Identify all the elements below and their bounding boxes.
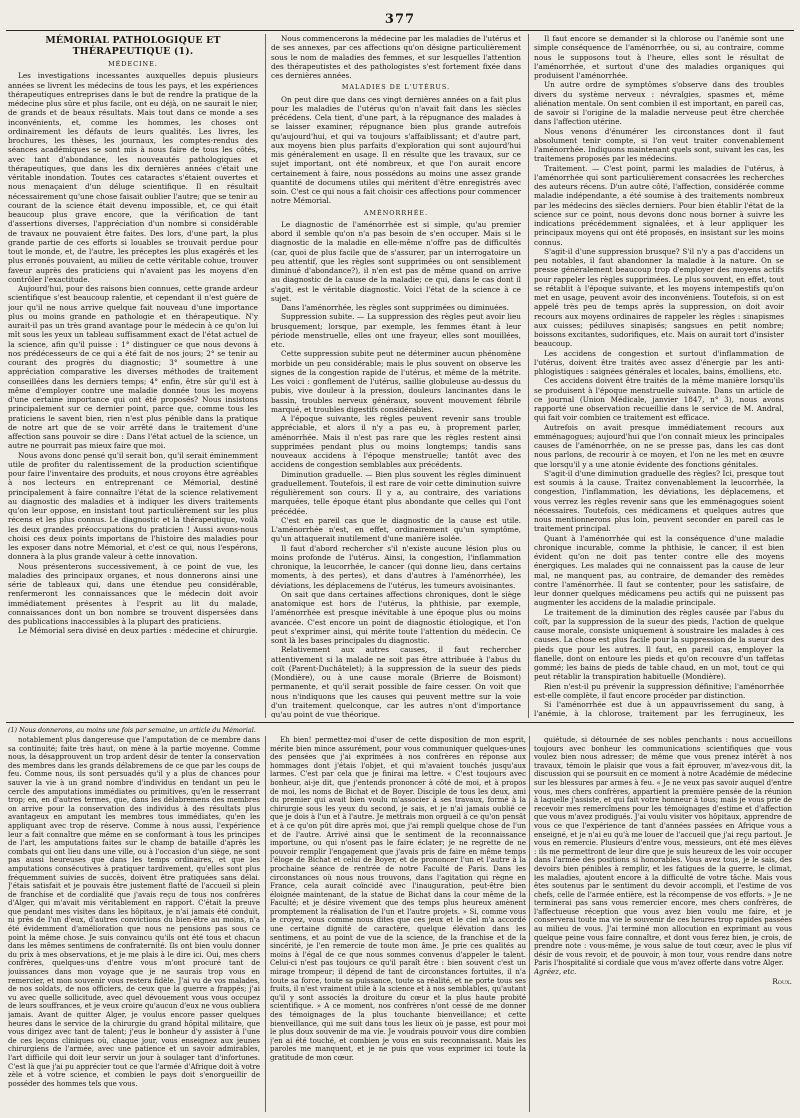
subheading: MALADIES DE L'UTÉRUS. <box>341 83 451 92</box>
page-number: 377 <box>384 12 416 27</box>
paragraph: Les investigations incessantes auxquelles depuis plusieurs années se livrent les médecins de tous les pays, et les expériences thérapeutiques entreprises dans le but de rendre la pratique de la médecine plus sûre et plus facile, ont eu déjà, on ne saurait le nier, de grands et de beaux résultats. Mais tout dans ce monde a ses inconvénients, et, comme les hommes, les choses ont ordinairement les défauts de leurs qualités. Les livres, les brochures, les thèses, les journaux, les comptes-rendus des séances académiques se sont mis à nous faire de tous les côtés, avec tant d'abondance, les nouveautés pathologiques et thérapeutiques, que dans les dix dernières années c'était une véritable inondation. Toutes ces cataractes s'étaient ouvertes et nous menaçaient d'un déluge scientifique. Il en résultait nécessairement qu'une chose faisait oublier l'autre; que se tenir au courant de la science était devenu impossible, et, ce qui était beaucoup plus grave encore, que la vérification de tant d'assertions diverses, l'appréciation d'un nombre si considérable de travaux ne pouvaient être faites. Des lors, d'une part, la plus grande partie de ces efforts si louables se trouvait perdue pour tout le monde, et, de l'autre, les préceptes les plus exagérés et les plus erronés pouvaient, au milieu de cette véritable cohue, trouver faveur auprès des praticiens qui n'avaient pas les moyens d'en contrôler l'exactitude. <box>8 71 258 284</box>
section-rule <box>6 722 794 723</box>
paragraph: Le diagnostic de l'aménorrhée est si simple, qu'au premier abord il semble qu'on n'a pas besoin de s'en occuper. Mais si le diagnostic de la maladie en elle-même n'offre pas de difficultés (car, quoi de plus facile que de s'assurer, par un interrogatoire un peu attentif, que les règles sont supprimées ou ont sensiblement diminué d'abondance?), il n'en est pas de même quand on arrive au diagnostic de la cause de la maladie; ce qui, dans le cas dont il s'agit, est le véritable diagnostic. Voici l'état de la science à ce sujet. <box>271 219 521 303</box>
paragraph: notablement plus dangereuse que l'amputation de ce membre dans sa continuité; faite très haut, on mène à la partie moyenne. Comme nous, la désapprouvent un trop ardent désir de tenter la conservation des membres dans les grands délabremens de ce que par les coups de feu. Comme nous, ils sont persuadés qu'il y a plus de chances pour sauver la vie à un grand nombre d'individus en tendant un peu le cercle des amputations immédiates ou primitives, qu'en le resserrant trop; en, en d'autres termes, que, dans les délabremens des membres on arrive pour la conservation des individus à des résultats plus avantageux en amputant les membres tous immédiates, qu'en les appliquant avec trop de réserve. Comme à nous aussi, l'expérience leur a fait connaître que même en se conformant à tous les principes de l'art, les amputations faites sur le champ de bataille d'après les combats qui ont lieu dans une ville, ou à l'occasion d'un siège, ne sont pas aussi heureuses que dans les temps ordinaires, et que les amputations consécutives à pratiquer tardivement, qu'elles sont plus fréquemment suivies de succès, doivent être pratiquées sans délai. J'étais satisfait et je pouvais être justement flatté de l'accueil si plein de franchise et de cordialité que j'avais reçu de tous nos confrères d'Alger, qui m'avait mis véritablement en rapport. C'était la preuve que pendant mes visites dans les hôpitaux, je n'ai jamais été conduit, ni près de l'un d'eux, d'autres convictions du bien-être au moins, n'a été évidemment d'amélioration que nous ne pensions pas sous ce point la même chose. Je suis convaincu qu'ils ont été tous et chacun dans les mêmes sentimens de confraternité. Ils ont bien voulu donner du prix à mes observations, et je me plais à le dire ici. Oui, mes chers confrères, quelques-uns d'entre vous m'ont procuré tant de jouissances dans mon voyage que je ne saurais trop vous en remercier, et mon souvenir vous restera fidèle. J'ai vu de vos malades, de nos soldats, de nos officiers, de ceux que la guerre a frappés; j'ai vu avec quelle sollicitude, avec quel dévouement vous vous occupez de leurs souffrances, et je veux croire qu'aucun d'eux ne vous oubliera jamais. Avant de quitter Alger, je voulus encore passer quelques heures dans le service de la chirurgie du grand hôpital militaire, que vous dirigez avec tant de talent; j'eus le bonheur d'y assister à l'une de ces leçons cliniques où, chaque jour, vous enseignez aux jeunes chirurgiens de l'armée, avec une patience et un savoir admirables, l'art difficile qui doit leur servir un jour à soulager tant d'infortunes. C'est là que j'ai pu apprécier tout ce que l'armée d'Afrique doit à votre zèle et à votre science, et combien le pays doit s'enorgueillir de posséder des hommes tels que vous. <box>8 736 260 1088</box>
paragraph: On sait que dans certaines affections chroniques, dont le siège anatomique est hors de l'utérus, la phthisie, par exemple, l'aménorrhée est presque inévitable à une époque plus ou moins avancée. C'est encore un point de diagnostic étiologique, et l'on peut s'exprimer ainsi, qui mérite toute l'attention du médecin. Ce sont là les bases principales du diagnostic. <box>271 589 521 645</box>
column-divider <box>528 34 529 718</box>
paragraph: Traitement. — C'est point, parmi les maladies de l'utérus, à l'aménorrhée qui sont particulièrement consacrées les recherches des auteurs récens. D'un autre côté, l'affection, considérée comme maladie indépendante, a été soumise à des traitements nombreux par les médecins des siècles derniers. Pour bien établir l'état de la science sur ce point, nous devons donc nous borner à suivre les indications précédemment signalées, et à leur appliquer les principaux moyens qui ont été proposés, en insistant sur les moins connus. <box>534 163 784 247</box>
paragraph: On peut dire que dans ces vingt dernières années on a fait plus pour les maladies de l'utérus qu'on n'avait fait dans les siècles précédens. Cela tient, d'une part, à la répugnance des malades à se laisser examiner, répugnance bien plus grande autrefois qu'aujourd'hui, et qui va toujours s'affaiblissant; et d'autre part, aux moyens bien plus parfaits d'exploration qui sont aujourd'hui mis généralement en usage. Il en résulte que les travaux, sur ce sujet important, ont été nombreux, et que l'on aurait encore certainement à faire, nous possédons au moins une assez grande quantité de documens utiles qui méritent d'être enregistrés avec soin. C'est ce qui nous a fait choisir ces affections pour commencer notre Mémorial. <box>271 94 521 206</box>
paragraph: Relativement aux autres causes, il faut rechercher attentivement si la malade ne soit pas être attribuée à l'abus du coït (Parent-Duchâtelet); à la suppression de la sueur des pieds (Mondière), ou à une cause morale (Brierre de Boismont) permanente, et qu'il serait possible de faire cesser. On voit que nous n'indiquons que les causes qui peuvent mettre sur la voie d'un traitement quelconque, car les autres n'ont d'importance qu'au point de vue théorique. <box>271 645 521 718</box>
column-divider <box>265 736 266 1112</box>
closing-line: Agréez, etc. <box>534 968 577 977</box>
paragraph: quiétude, si détournée de ses nobles penchants : nous accueillons toujours avec bonheur les communications scientifiques que vous voulez bien nous adresser; de même que vous prenez intérêt à nos travaux, témoin le plaisir que vous a fait éprouver, m'avez-vous dit, la discussion qui se poursuit en ce moment à notre Académie de médecine sur les blessures par armes à feu. « Je ne veux pas savoir auquel d'entre vous, mes chers confrères, appartient la première pensée de la réunion à laquelle j'assiste, et qui fait votre honneur à tous; mais je vous prie de recevoir mes remercîmens pour les témoignages d'estime et d'affection que vous m'avez prodigués. J'ai voulu visiter vos hôpitaux, apprendre de vous ce que l'expérience de tant d'années passées en Afrique vous a enseigné, et je n'ai eu qu'à me louer de l'accueil que j'ai reçu partout. Je vous en remercie. Plusieurs d'entre vous, messieurs, ont été mes élèves : ils me permettront de leur dire que je suis heureux de les voir occuper dans l'armée des positions si honorables. Vous avez tous, je le sais, des devoirs bien pénibles à remplir, et les fatigues de la guerre, le climat, les maladies, ajoutent encore à la difficulté de votre tâche. Mais vous êtes soutenus par le sentiment du devoir accompli, et l'estime de vos chefs, celle de l'armée entière, est la récompense de vos efforts. » Je ne terminerai pas sans vous remercier encore, mes chers confrères, de l'affectueuse réception que vous avez bien voulu me faire, et je conserverai toute ma vie le souvenir de ces heures trop rapides passées au milieu de vous. J'ai terminé mon allocution en exprimant au vous quelque peine vous faire connaître, et dont vous ferez bien, je crois, de prendre note : vous-même, je vous salue de tout cœur, avec le plus vif désir de vous revoir, et de pouvoir, à mon tour, vous rendre dans notre Paris l'hospitalité si cordiale que vous m'avez offerte dans votre Alger. <box>534 736 792 968</box>
paragraph: S'agit-il d'une diminution graduelle des règles? Ici, presque tout est soumis à la cause. Traitez convenablement la leucorrhée, la congestion, l'inflammation, les déviations, les déplacemens, et vous verrez les règles revenir sans que les emménagogues soient nécessaires. Toutefois, ces médicamens et quelques autres que nous mentionnerons plus loin, peuvent seconder en pareil cas le traitement principal. <box>534 468 784 534</box>
footnote: (1) Nous donnerons, au moins une fois par semaine, un article du Mémorial. <box>8 726 256 734</box>
signature: Roux. <box>772 976 792 986</box>
article-column-2 <box>271 34 521 718</box>
paragraph: Dans l'aménorrhée, les règles sont supprimées ou diminuées. <box>281 303 509 312</box>
paragraph: Diminution graduelle. — Bien plus souvent les règles diminuent graduellement. Toutefois, il est rare de voir cette diminution suivre régulièrement son cours. Il y a, au contraire, des variations marquées, telle époque étant plus abondante que celles qui l'ont précédée. <box>271 469 521 516</box>
subheading: AMÉNORRHÉE. <box>363 208 429 217</box>
paragraph: Le Mémorial sera divisé en deux parties : médecine et chirurgie. <box>18 626 258 636</box>
feuilleton-column-1 <box>8 736 260 1112</box>
paragraph: Cette suppression subite peut ne déterminer aucun phénomène morbide un peu considérable; mais le plus souvent on observe les signes de la congestion rapide de l'utérus, et même de la métrite. Les voici : gonflement de l'utérus, saillie globuleuse au-dessus du pubis, vive douleur à la pression, douleurs lancinantes dans le bassin, troubles nerveux généraux, souvent mouvement fébrile marqué, et troubles digestifs considérables. <box>271 349 521 414</box>
article-column-1 <box>8 34 258 718</box>
paragraph: Autrefois on avait presque immédiatement recours aux emménagogues; aujourd'hui que l'on connaît mieux les principales causes de l'aménorrhée, on ne se presse pas, dans les cas dont nous parlons, de recourir à ce moyen, et l'on ne les met en œuvre que lorsqu'il y a une atonie évidente des fonctions génitales. <box>534 422 784 469</box>
column-divider <box>529 736 530 1112</box>
paragraph: Eh bien! permettez-moi d'user de cette disposition de mon esprit, mérite bien mince assurément, pour vous communiquer quelques-unes des pensées que j'ai exprimées à nos confrères en réponse aux hommages dont j'étais l'objet, et qui m'avaient touchés jusqu'aux larmes. C'est par cela que je finirai ma lettre. « C'est toujours avec bonheur, ai-je dit, que j'entends prononcer à côté de moi, et à propos de moi, les noms de Bichat et de Boyer. Disciple de tous les deux, ami du premier qui avait bien voulu m'associer à ses travaux, formé à la chirurgie sous les yeux du second, je sais, et je n'ai jamais oublié ce que je dois à l'un et à l'autre. Je mettrais mon orgueil à ce qu'on pensât et à ce qu'on pût dire après moi, que j'ai rempli quelque chose de l'un et de l'autre. Arrivé ainsi que le sentiment de la reconnaissance importune, ou qui n'osent pas le faire éclater; je ne regrette de ne pouvoir remplir l'engagement que j'avais pris de faire en même temps l'éloge de Bichat et celui de Boyer, et de prononcer l'un et l'autre à la prochaine séance de rentrée de notre Faculté de Paris. Dans les circonstances où nous nous trouvons, dans l'agitation qui règne en France, cela aurait coïncidé avec l'inauguration, peut-être bien éloignée maintenant, de la statue de Bichat dans la cour même de la Faculté; et je désire vivement que des temps plus heureux amènent promptement la réalisation de l'un et l'autre projets. » Si, comme vous le croyez, vous comme nous dites que ces jeux et le ciel m'a accordé une certaine dignité de caractère, quelque élévation dans les sentimens, et au point de vue de la science, de la franchise et de la sincérité, je l'en remercie de toute mon âme. Je prie ces qualités au moins à l'égal de ce que nous sommes convenus d'appeler le talent. Celui-ci n'est pas toujours ce qu'il paraît être : bien souvent c'est un mirage trompeur; il dépend de tant de circonstances fortuites, il n'a toute sa force, toute sa puissance, toute sa réalité, et ne porte tous ses fruits, il n'est vraiment utile à la science et à nos semblables, qu'autant qu'il y sont associés la droiture du cœur et la plus haute probité scientifique. » A ce moment, nos confrères n'ont cessé de me donner des témoignages de la plus touchante bienveillance; et cette bienveillance, qui me suit dans tous les lieux où je passe, est pour moi le plus doux souvenir de ma vie. Je voudrais pouvoir vous dire combien j'en ai été touché, et combien je vous en suis reconnaissant. Mais les paroles me manquent, et je ne puis que vous exprimer ici toute la gratitude de mon cœur. <box>270 736 526 1062</box>
paragraph: Quant à l'aménorrhée qui est la conséquence d'une maladie chronique incurable, comme la phthisie, le cancer, il est bien évident qu'on ne doit pas tenter contre elle des moyens énergiques. Les malades qui ne connaissent pas la cause de leur mal, ne manquent pas, au contraire, de demander des remèdes contre l'aménorrhée. Il faut se contenter, pour les satisfaire, de leur donner quelques médicamens peu actifs qui ne puissent pas augmenter les accidens de la maladie principale. <box>534 533 784 608</box>
section-title: MÉMORIAL PATHOLOGIQUE ET THÉRAPEUTIQUE (1). <box>45 35 221 57</box>
article-column-3 <box>534 34 784 718</box>
paragraph: Suppression subite. — La suppression des règles peut avoir lieu brusquement; lorsque, par exemple, les femmes étant à leur période menstruelle, elles ont une frayeur, elles sont mouillées, etc. <box>271 312 521 349</box>
paragraph: Nous commencerons la médecine par les maladies de l'utérus et de ses annexes, par ces affections qu'on désigne particulièrement sous le nom de maladies des femmes, et sur lesquelles l'attention des thérapeutistes et des pathologistes s'est fortement fixée dans ces dernières années. <box>271 34 521 80</box>
paragraph: Les accidens de congestion et surtout d'inflammation de l'utérus, doivent être traités avec assez d'énergie par les anti-phlogistiques : saignées générales et locales, bains, émolliens, etc. <box>534 348 784 376</box>
section-subtitle: MÉDECINE. <box>108 60 158 68</box>
paragraph: Nous avons donc pensé qu'il serait bon, qu'il serait éminemment utile de profiter du ralentissement de la production scientifique pour faire l'inventaire des produits, et nous croyons être agréables à nos lecteurs en entreprenant ce Mémorial, destiné principalement à faire connaître l'état de la science relativement au diagnostic des maladies et à indiquer les divers traitements qu'on leur oppose, en insistant tout particulièrement sur les plus récens et les plus connus. Le diagnostic et la thérapeutique, voilà les deux grandes préoccupations du praticien ! Aussi avons-nous choisi ces deux points importans de l'histoire des maladies pour les exposer dans notre Mémorial, et c'est ce qui, nous l'espérons, donnera à la plus grande valeur à cette innovation. <box>8 450 258 562</box>
column-divider <box>265 34 266 718</box>
paragraph: Nous venons d'énumérer les circonstances dont il faut absolument tenir compte, si l'on veut traiter convenablement l'aménorrhée. Indiquons maintenant quels sont, suivant les cas, les traitemens proposés par les médecins. <box>534 126 784 164</box>
paragraph: Ces accidens doivent être traités de la même manière lorsqu'ils se produisent à l'époque menstruelle suivante. Dans un article de ce journal (Union Médicale, janvier 1847, n° 3), nous avons rapporté une observation recueillie dans le service de M. Andral, qui fait voir combien ce traitement est efficace. <box>534 376 784 423</box>
paragraph: A l'époque suivante, les règles peuvent revenir sans trouble appréciable, et alors il n'y a pas eu, à proprement parler, aménorrhée. Mais il n'est pas rare que les règles restent ainsi supprimées pendant plus ou moins longtemps; tandis sans nouveaux accidens à l'époque menstruelle; tantôt avec des accidens de congestion semblables aux précédents. <box>271 414 521 470</box>
paragraph: Si l'aménorrhée est due à un appauvrissement du sang, à l'anémie, à la chlorose, traitement par les ferrugineux, les <box>534 700 784 718</box>
paragraph: Il faut d'abord rechercher s'il n'existe aucune lésion plus ou moins profonde de l'utérus. Ainsi, la congestion, l'inflammation chronique, la leucorrhée, le cancer (qui donne lieu, dans certains moments, à des pertes), et dans d'autres à l'aménorrhée), les déviations, les déplacemens de l'utérus, les tumeurs avoisinantes. <box>271 543 521 590</box>
header-rule <box>6 30 794 31</box>
feuilleton-column-2 <box>270 736 526 1112</box>
paragraph: C'est en pareil cas que le diagnostic de la cause est utile. L'aménorrhée n'est, en effet, ordinairement qu'un symptôme, qu'un attaquerait inutilement d'une manière isolée. <box>271 515 521 544</box>
paragraph: Le traitement de la diminution des règles causée par l'abus du coït, par la suppression de la sueur des pieds, l'action de quelque cause morale, consiste uniquement à soustraire les malades à ces causes. La chose est plus facile pour la suppression de la sueur des pieds que pour les autres. Il faut, en pareil cas, employer la flanelle, dont on entoure les pieds et qu'on recouvre d'un taffetas gommé; les bains de pieds de table chaud, en un mot, tout ce qui peut rétablir la transpiration habituelle (Mondière). <box>534 607 784 682</box>
paragraph: Aujourd'hui, pour des raisons bien connues, cette grande ardeur scientifique s'est beaucoup ralentie, et cependant il n'est guère de jour qu'il ne nous arrive quelque fait nouveau d'une importance plus ou moins grande en pathologie et en thérapeutique. N'y aurait-il pas un très grand avantage pour le médecin à ce qu'on lui mît sous les yeux un tableau suffisamment exact de l'état actuel de la science, afin qu'il puisse : 1° distinguer ce que nous devons à nos prédécesseurs de ce qui a été fait de nos jours; 2° se tenir au courant des progrès du diagnostic; 3° soumettre à une appréciation comparative les diverses méthodes de traitement conseillées dans les derniers temps; 4° enfin, être sûr qu'il est à même d'employer contre une maladie donnée tous les moyens d'une certaine importance qui ont été proposés? Nous insistons principalement sur ce dernier point, parce que, comme tous les praticiens le savent bien, rien n'est plus pénible dans la pratique de notre art que de se voir arrêté dans le traitement d'une affection sans pouvoir se dire : Dans l'état actuel de la science, un autre ne pourrait pas mieux faire que moi. <box>8 284 258 451</box>
paragraph: Un autre ordre de symptômes s'observe dans des troubles divers du système nerveux : névralgies, spasmes et, même aliénation mentale. On sent combien il est important, en pareil cas, de savoir si l'origine de la maladie nerveuse peut être cherchée dans l'affection utérine. <box>534 80 784 127</box>
paragraph: S'agit-il d'une suppression brusque? S'il n'y a pas d'accidens un peu notables, il faut abandonner la maladie à la nature. On se presse généralement beaucoup trop d'employer des moyens actifs pour rappeler les règles supprimées. Le plus souvent, en effet, tout se rétablit à l'époque suivante, et les moyens intempestifs qu'on met en usage, peuvent avoir des inconvéniens. Toutefois, si on est appelé très peu de temps après la suppression, on doit avoir recours aux moyens ordinaires de rappeler les règles : sinapismes aux cuisses; pédiluves sinapisés; sangsues en petit nombre; boissons excitantes, sudorifiques, etc. Mais on aurait tort d'insister beaucoup. <box>534 246 784 349</box>
paragraph: Rien n'est-il pu prévenir la suppression définitive; l'aménorrhée est-elle complète, il faut encore procéder par distinction. <box>534 681 784 700</box>
paragraph: Nous présenterons successivement, à ce point de vue, les maladies des principaux organes, et nous donnerons ainsi une série de tableaux qui, dans une étendue peu considérable, renfermeront les connaissances que le médecin doit avoir immédiatement présentes à l'esprit au lit du malade, connaissances dont un bon nombre se trouvent dispersées dans des publications inaccessibles à la plupart des praticiens. <box>8 561 258 626</box>
feuilleton-column-3 <box>534 736 792 1112</box>
paragraph: Il faut encore se demander si la chlorose ou l'anémie sont une simple conséquence de l'aménorrhée, ou si, au contraire, comme nous le supposons tout à l'heure, elles sont le résultat de l'aménorrhée, et surtout d'une des maladies organiques qui produisent l'aménorrhée. <box>534 34 784 80</box>
